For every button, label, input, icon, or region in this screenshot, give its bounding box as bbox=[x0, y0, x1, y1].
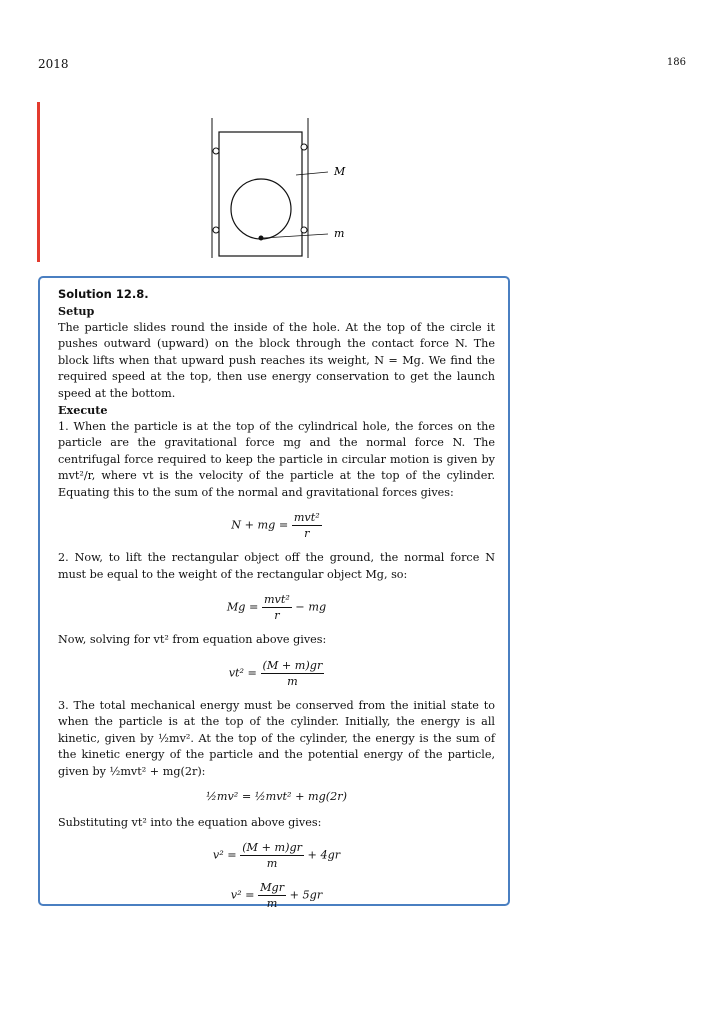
setup-text: The particle slides round the inside of the hole. At the top of the circle it pushes outward (upward) on the block through the contact force N. The block lifts when that upward push reaches its weight, N = Mg. We find the required speed at the top, then use energy conservation to get the launch speed at the bottom. bbox=[58, 320, 495, 400]
equation-3: vt² = $\frac{(M + m)gr}{m}$ bbox=[228, 658, 323, 688]
roller bbox=[301, 227, 307, 233]
header-year: 2018 bbox=[38, 57, 69, 71]
execute-heading: Execute bbox=[58, 403, 108, 417]
page-number: 186 bbox=[666, 57, 686, 68]
roller bbox=[301, 144, 307, 150]
solve-text: Now, solving for vt² from equation above gives: bbox=[58, 633, 327, 646]
step2-text: 2. Now, to lift the rectangular object off the ground, the normal force N must be equal to the weight of the rectangular object Mg, so: bbox=[58, 551, 495, 581]
substitution-text: Substituting vt² into the equation above gives: bbox=[58, 815, 322, 829]
leader-M bbox=[296, 172, 328, 175]
equation-6: v² = $\frac{\text{Mgr}}{m}$ + 5gr bbox=[230, 881, 323, 910]
equation-5: v² = $\frac{(M + m)gr}{m}$ + 4gr bbox=[212, 841, 341, 870]
block-diagram bbox=[190, 112, 380, 268]
equation-1: N + mg = $\frac{\text{mvt²}}{r}$ bbox=[231, 511, 320, 540]
margin-marker bbox=[37, 102, 40, 262]
setup-heading: Setup bbox=[58, 304, 95, 318]
step1-text: 1. When the particle is at the top of the cylindrical hole, the forces on the particle are the gravitational force mg and the normal force N. The centrifugal force required to keep the particle in circular motion is given by mvt²/r, where vt is the velocity of the particle at the top of the cylinder. Equating this to the sum of the normal and gravitational forces gives: bbox=[58, 419, 495, 499]
roller bbox=[213, 227, 219, 233]
step3-text: 3. The total mechanical energy must be conserved from the initial state to when the particle is at the top of the cylinder. Initially, the energy is all kinetic, given by ½mv². At the top of the cylinder, the energy is the sum of the kinetic energy of the particle and the potential energy of the particle, given by ½mvt² + mg(2r): bbox=[58, 698, 495, 778]
particle bbox=[259, 236, 264, 241]
label-M: M bbox=[334, 165, 346, 178]
roller bbox=[213, 148, 219, 154]
label-m: m bbox=[334, 227, 345, 240]
hole-circle bbox=[231, 179, 291, 239]
equation-2: Mg = $\frac{\text{mvt²}}{r}$ − mg bbox=[226, 593, 327, 622]
solution-box bbox=[38, 276, 510, 910]
solution-title: Solution 12.8. bbox=[58, 287, 149, 301]
equation-4: ½mv² = ½mvt² + mg(2r) bbox=[206, 790, 347, 803]
